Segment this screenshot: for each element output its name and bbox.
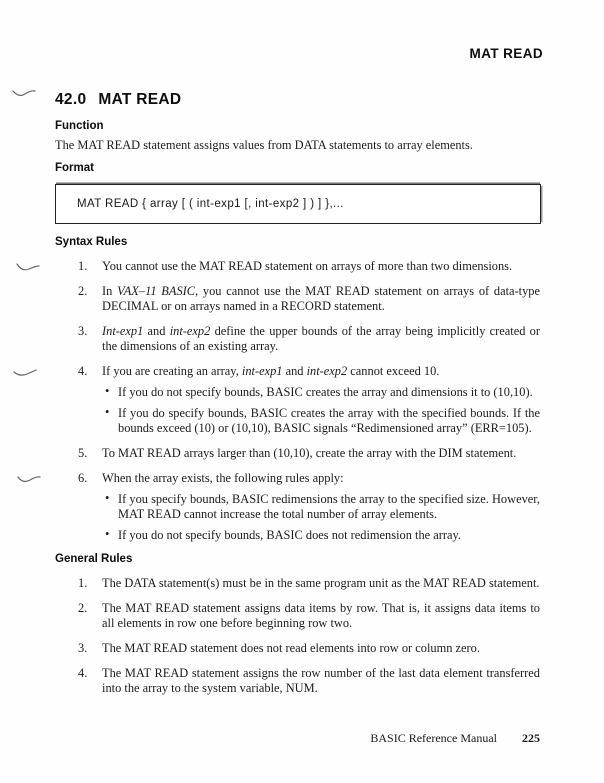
bullet-icon: • bbox=[105, 384, 110, 398]
rule-item bbox=[78, 284, 540, 314]
rule-text: The MAT READ statement assigns data items by row. That is, it assigns data items to all elements in row one before beginning row two. bbox=[102, 601, 540, 630]
rule-text: Int-exp1 and int-exp2 define the upper bounds of the array being implicitly created or the dimensions of an existing array. bbox=[102, 324, 540, 353]
bullet-text: If you do specify bounds, BASIC creates the array with the specified bounds. If the bounds exceed (10) or (10,10), BASIC signals “Redimensioned array” (ERR=105). bbox=[118, 406, 540, 435]
rule-number: 1. bbox=[78, 576, 88, 590]
rule-number: 2. bbox=[78, 601, 88, 615]
bullet-item bbox=[105, 406, 540, 436]
rule-number: 4. bbox=[78, 364, 88, 378]
rule-item bbox=[78, 471, 540, 543]
bullet-icon: • bbox=[105, 527, 110, 541]
rule-item bbox=[78, 446, 540, 461]
general-rules-list bbox=[55, 576, 540, 696]
syntax-rules-list bbox=[55, 259, 540, 543]
rules-column bbox=[55, 236, 540, 706]
rule-text: When the array exists, the following rules apply: bbox=[102, 471, 344, 485]
format-syntax-box bbox=[55, 184, 541, 224]
scan-artifact-icon bbox=[16, 262, 40, 273]
rule-text: To MAT READ arrays larger than (10,10), create the array with the DIM statement. bbox=[102, 446, 517, 460]
bullet-item bbox=[105, 492, 540, 522]
rule-body bbox=[102, 601, 540, 631]
rule-item bbox=[78, 666, 540, 696]
rule-text: The DATA statement(s) must be in the same program unit as the MAT READ statement. bbox=[102, 576, 540, 590]
rule-text: You cannot use the MAT READ statement on arrays of more than two dimensions. bbox=[102, 259, 513, 273]
rule-body bbox=[102, 284, 540, 314]
rule-body bbox=[102, 324, 540, 354]
rule-item bbox=[78, 601, 540, 631]
rule-body bbox=[102, 364, 540, 436]
rule-body bbox=[102, 446, 540, 461]
footer-page-number: 225 bbox=[522, 731, 540, 745]
scan-artifact-icon bbox=[13, 368, 37, 379]
rule-item bbox=[78, 259, 540, 274]
rule-number: 4. bbox=[78, 666, 88, 680]
rule-body bbox=[102, 471, 540, 543]
rule-number: 5. bbox=[78, 446, 88, 460]
format-heading: Format bbox=[55, 162, 94, 174]
rule-item bbox=[78, 324, 540, 354]
rule-item bbox=[78, 641, 540, 656]
rule-number: 3. bbox=[78, 641, 88, 655]
scan-artifact-icon bbox=[12, 88, 36, 99]
bullet-text: If you specify bounds, BASIC redimensions the array to the specified size. However, MAT READ cannot increase the total number of array elements. bbox=[118, 492, 540, 521]
format-syntax-text: MAT READ { array [ ( int-exp1 [, int-exp2 ] ) ] },... bbox=[77, 198, 344, 210]
bullet-text: If you do not specify bounds, BASIC does not redimension the array. bbox=[118, 528, 461, 542]
general-rules-heading: General Rules bbox=[55, 553, 133, 565]
rule-body bbox=[102, 259, 540, 274]
function-text: The MAT READ statement assigns values from DATA statements to array elements. bbox=[55, 138, 473, 152]
rule-text: If you are creating an array, int-exp1 and int-exp2 cannot exceed 10. bbox=[102, 364, 440, 378]
footer-manual-title: BASIC Reference Manual bbox=[370, 731, 497, 745]
rule-text: The MAT READ statement does not read elements into row or column zero. bbox=[102, 641, 480, 655]
rule-body bbox=[102, 576, 540, 591]
section-title: MAT READ bbox=[98, 91, 182, 108]
rule-number: 1. bbox=[78, 259, 88, 273]
page-footer bbox=[370, 731, 540, 746]
rule-item bbox=[78, 364, 540, 436]
bullet-icon: • bbox=[105, 405, 110, 419]
rule-text: In VAX–11 BASIC, you cannot use the MAT READ statement on arrays of data-type DECIMAL or on arrays named in a RECORD statement. bbox=[102, 284, 540, 313]
page-title bbox=[55, 91, 181, 109]
bullet-item bbox=[105, 385, 540, 400]
rule-item bbox=[78, 576, 540, 591]
rule-number: 6. bbox=[78, 471, 88, 485]
function-heading: Function bbox=[55, 120, 104, 132]
scan-artifact-icon bbox=[17, 474, 41, 485]
rule-body bbox=[102, 666, 540, 696]
rule-number: 2. bbox=[78, 284, 88, 298]
rule-number: 3. bbox=[78, 324, 88, 338]
syntax-rules-heading: Syntax Rules bbox=[55, 236, 128, 248]
bullet-item bbox=[105, 528, 540, 543]
bullet-icon: • bbox=[105, 491, 110, 505]
bullet-text: If you do not specify bounds, BASIC creates the array and dimensions it to (10,10). bbox=[118, 385, 533, 399]
section-number: 42.0 bbox=[55, 91, 87, 108]
running-header: MAT READ bbox=[469, 46, 543, 61]
rule-text: The MAT READ statement assigns the row number of the last data element transferred into the array to the system variable, NUM. bbox=[102, 666, 540, 695]
rule-body bbox=[102, 641, 540, 656]
